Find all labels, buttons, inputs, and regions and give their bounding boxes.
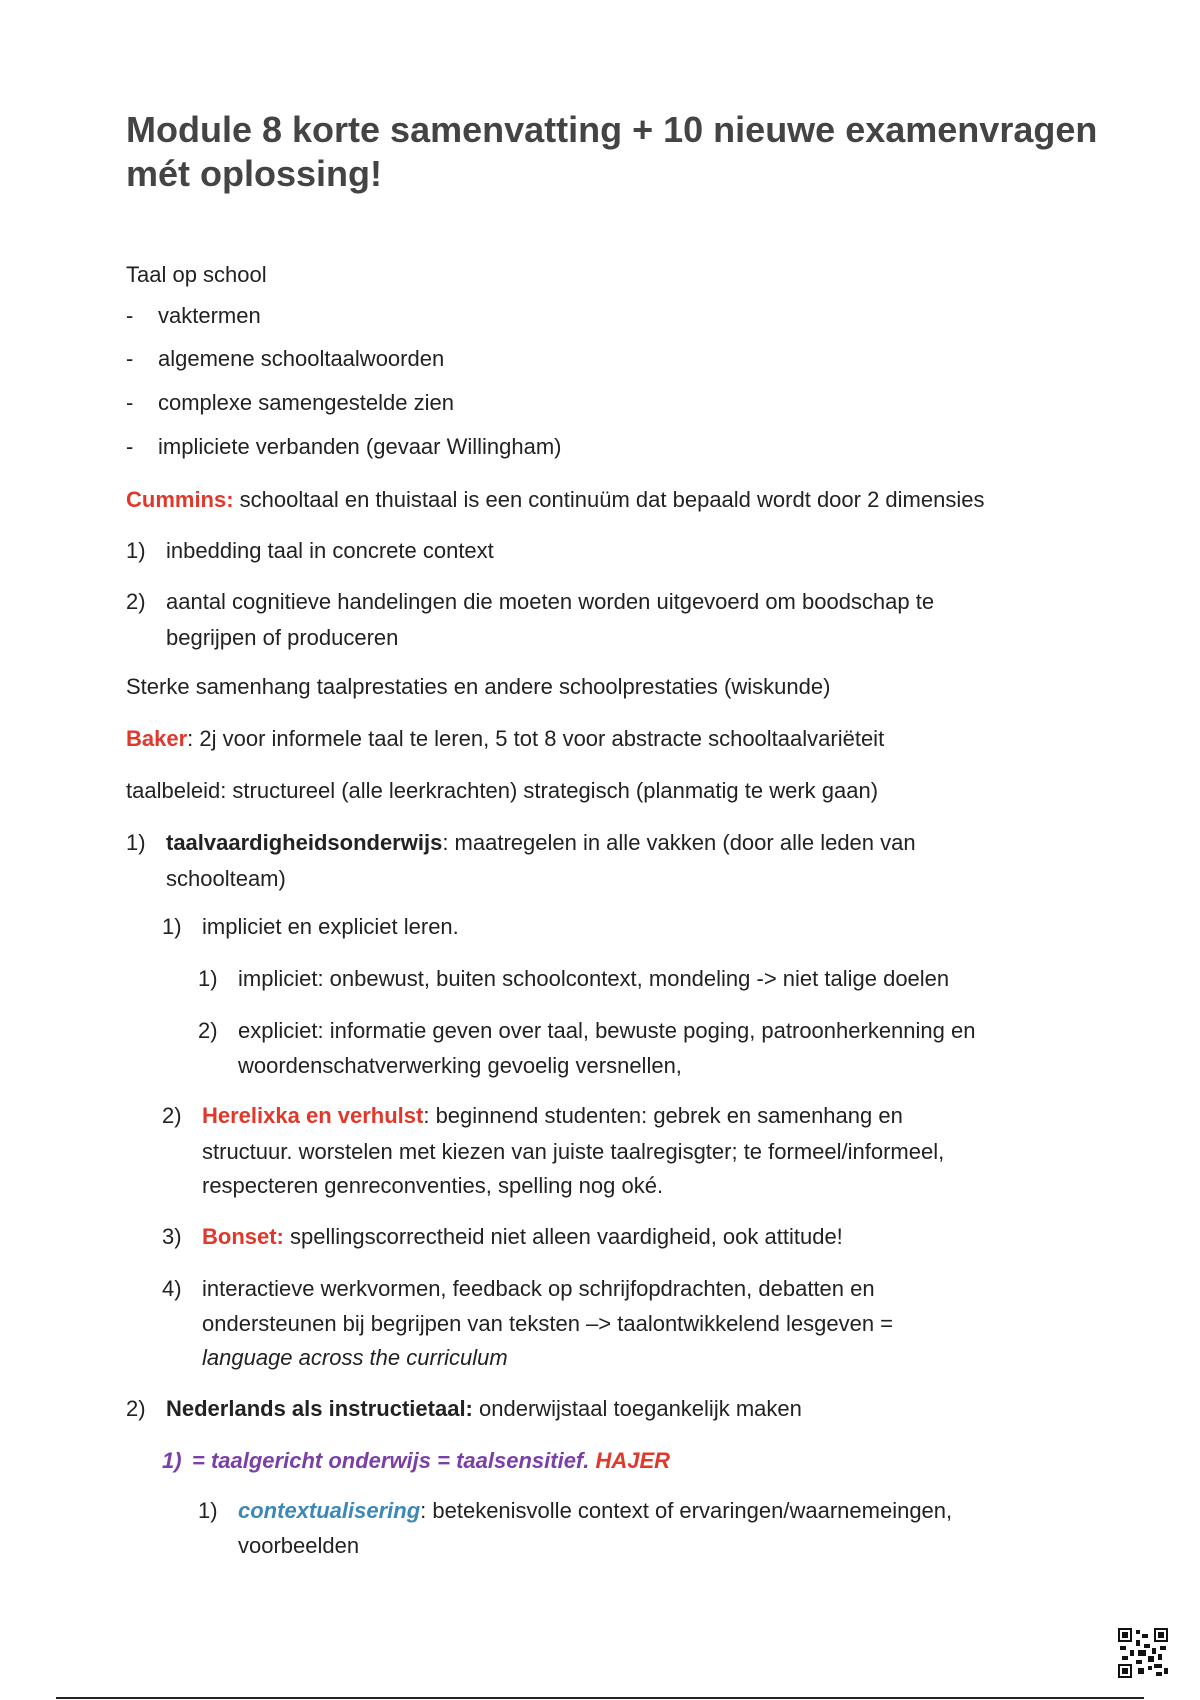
bottom-rule	[56, 1697, 1144, 1699]
list-item: 2) Nederlands als instructietaal: onderwijstaal toegankelijk maken	[126, 1396, 802, 1421]
author-cummins: Cummins:	[126, 487, 234, 512]
term-nederlands-instructietaal: Nederlands als instructietaal:	[166, 1396, 473, 1421]
list-item-continuation: begrijpen of produceren	[166, 625, 399, 650]
dash-bullet: -	[126, 434, 134, 459]
list-item: 1) inbedding taal in concrete context	[126, 538, 494, 563]
author-hajer: HAJER	[589, 1448, 671, 1473]
paragraph-taalbeleid: taalbeleid: structureel (alle leerkrachten) strategisch (planmatig te werk gaan)	[126, 778, 879, 803]
qr-code-icon	[1118, 1628, 1168, 1678]
list-item: 1) impliciet en expliciet leren.	[162, 914, 459, 939]
list-item-continuation: woordenschatverwerking gevoelig versnellen,	[238, 1053, 682, 1078]
list-item-continuation: schoolteam)	[166, 866, 286, 891]
author-bonset: Bonset:	[202, 1224, 284, 1249]
list-item-continuation: voorbeelden	[238, 1533, 360, 1558]
list-item: 4) interactieve werkvormen, feedback op schrijfopdrachten, debatten en	[162, 1276, 875, 1301]
section-heading: Taal op school	[126, 262, 267, 287]
list-item-continuation: respecteren genreconventies, spelling nog oké.	[202, 1173, 664, 1198]
list-item: 2) expliciet: informatie geven over taal, bewuste poging, patroonherkenning en	[198, 1018, 976, 1043]
dash-bullet: -	[126, 346, 134, 371]
list-item: 1) contextualisering: betekenisvolle context of ervaringen/waarnemeingen,	[198, 1498, 953, 1523]
baker-paragraph: Baker: 2j voor informele taal te leren, 5 tot 8 voor abstracte schooltaalvariëteit	[126, 726, 885, 751]
list-item: 3) Bonset: spellingscorrectheid niet alleen vaardigheid, ook attitude!	[162, 1224, 843, 1249]
list-item: 1) impliciet: onbewust, buiten schoolcontext, mondeling -> niet talige doelen	[198, 966, 950, 991]
list-item: 1) taalvaardigheidsonderwijs: maatregelen in alle vakken (door alle leden van	[126, 830, 916, 855]
dash-bullet: -	[126, 303, 134, 328]
list-item: - vaktermen	[126, 299, 261, 333]
list-item-continuation: language across the curriculum	[202, 1345, 508, 1370]
cummins-paragraph: Cummins: schooltaal en thuistaal is een continuüm dat bepaald wordt door 2 dimensies	[126, 487, 985, 512]
list-item-continuation: ondersteunen bij begrijpen van teksten –> taalontwikkelend lesgeven =	[202, 1311, 894, 1336]
list-item: - algemene schooltaalwoorden	[126, 342, 444, 376]
author-baker: Baker	[126, 726, 188, 751]
term-taalvaardigheidsonderwijs: taalvaardigheidsonderwijs	[166, 830, 443, 855]
list-item: - complexe samengestelde zien	[126, 386, 454, 420]
list-item: 2) aantal cognitieve handelingen die moeten worden uitgevoerd om boodschap te	[126, 589, 935, 614]
paragraph-samenhang: Sterke samenhang taalprestaties en andere schoolprestaties (wiskunde)	[126, 674, 831, 699]
dash-bullet: -	[126, 390, 134, 415]
author-herelixka: Herelixka en verhulst	[202, 1103, 424, 1128]
list-item: - impliciete verbanden (gevaar Willingham)	[126, 430, 562, 464]
list-item-continuation: structuur. worstelen met kiezen van juiste taalregisgter; te formeel/informeel,	[202, 1139, 945, 1164]
term-contextualisering: contextualisering	[238, 1498, 421, 1523]
page-title: Module 8 korte samenvatting + 10 nieuwe examenvragen mét oplossing!	[126, 109, 1098, 194]
list-item: 1) = taalgericht onderwijs = taalsensitief. HAJER	[162, 1448, 671, 1473]
list-item: 2) Herelixka en verhulst: beginnend studenten: gebrek en samenhang en	[162, 1103, 903, 1128]
